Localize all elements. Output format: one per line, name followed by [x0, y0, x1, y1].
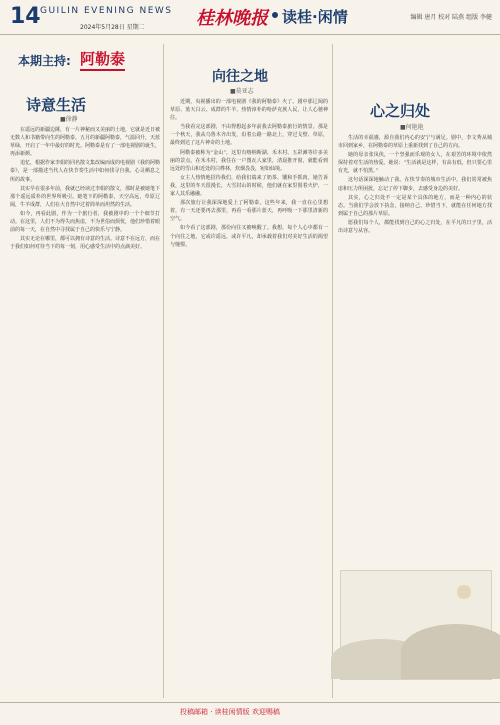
paragraph: 其实早在很多年前，我就已经读过李娟的散文，那时是被她笔下那个遥远质朴的世界所吸引。她笔下的阿勒泰，天空高远，草原辽阔，牛羊成群，人们在大自然中过着简单而坦然的生活。: [10, 185, 160, 208]
article-body: [338, 134, 492, 564]
issue-date: 2024年5月28日 星期二: [80, 24, 145, 31]
section-title: 读桂·闲情: [282, 8, 348, 26]
paragraph: 其实，心之归处不一定是某个具体的地方，而是一种内心的状态。当我们学会放下执念，接纳自己，珍惜当下，就能在任何地方找到属于自己的那片草原。: [338, 194, 492, 217]
paragraph: 当我看完这部剧，不由得想起多年前我去阿勒泰旅行的情景。那是一个秋天，我从乌鲁木齐出发，沿着公路一路北上，穿过戈壁、草原，最终到达了这片神奇的土地。: [170, 124, 328, 147]
article-byline: ■何艳艳: [400, 124, 424, 131]
paragraph: 这句话深深地触动了我。在快节奏的城市生活中，我们常常被焦虑和压力所困扰，忘记了停下脚步，去感受身边的美好。: [338, 177, 492, 192]
page-footer: [0, 702, 500, 725]
paragraph: 其实无论在哪里，都可以拥有诗意的生活。诗意不在远方，而在于我们如何对待当下的每一刻，用心感受生活中的点滴美好。: [10, 236, 160, 251]
page-header: [0, 0, 500, 35]
paragraph: 愿我们每个人，都能找到自己的心之归处，在平凡的日子里，活出诗意与从容。: [338, 219, 492, 235]
paper-name-en: GUILIN EVENING NEWS: [40, 6, 173, 16]
column-divider: [332, 44, 333, 698]
paragraph: 女主人热情地招待我们，给我们端来了奶茶、馕和手抓肉。她告诉我，这里的冬天很漫长，大雪封山的时候，他们就在家里围着火炉，一家人其乐融融。: [170, 174, 328, 198]
page-number: 14: [10, 4, 41, 29]
separator-dot-icon: [272, 12, 278, 18]
newspaper-logo: 桂林晚报: [196, 8, 268, 29]
paragraph: 生活的幸福感，源自我们内心的安宁与满足。剧中，李文秀从城市回到家乡，在阿勒泰的草原上重新找到了自己的方向。: [338, 135, 492, 150]
mountain-icon: [401, 624, 500, 679]
paragraph: 在遥远的新疆边陲，有一片神秘而又美丽的土地，它就是近日被无数人和书籍带向生的阿勒泰。五月的新疆阿勒泰，气温回升，天蓝草绿，开启了一年中最好的时光。阿勒泰是有了一部电视剧的诞生，再添新颜。: [10, 127, 160, 158]
column-divider: [163, 44, 164, 698]
paragraph: 近期，央视播出的一部电视剧《我的阿勒泰》火了。剧中那辽阔的草原、蓝天白云、成群的牛羊、热情淳朴的哈萨克族人民，让人心驰神往。: [170, 99, 328, 122]
article-body: [10, 126, 160, 696]
footer-text: 投稿邮箱 · 读桂闲情版 欢迎赐稿: [180, 708, 280, 716]
decorative-illustration: [340, 570, 492, 680]
paragraph: 追忆，根据作家李娟的同名散文集改编而成的电视剧《我的阿勒泰》，是一部描述当代人在快节奏生活中如何找寻自我、心灵栖息之所的故事。: [10, 160, 160, 183]
paragraph: 她的母亲张凤侠，一个坚强而乐观的女人，在艰苦的环境中依然保持着对生活的热爱。她说：“生活就是这样，有高有低，但只要心里有光，就不怕黑。”: [338, 152, 492, 175]
article-title: 向往之地: [212, 69, 268, 85]
article-byline: ■徐静: [60, 116, 78, 123]
editor-credits: 编辑 唐月 校对 陆燕 组版 李健: [410, 14, 492, 21]
paragraph: 那次旅行让我深深地爱上了阿勒泰。这些年来，我一直在心里想着，有一天还要再去那里，再看一看那片蓝天，再呼吸一下那里清新的空气。: [170, 200, 328, 223]
article-body: [170, 98, 328, 698]
column-editor-label: 本期主持:: [18, 54, 71, 68]
article-title: 诗意生活: [26, 96, 87, 114]
paragraph: 阿勒泰被称为“金山”，这里有喀纳斯湖、禾木村、五彩滩等许多美丽的景点。在禾木村，我住在一户图瓦人家里，清晨推开窗，就能看到远处的雪山和近处的白桦林，炊烟袅袅，宛如仙境。: [170, 149, 328, 172]
column-editor-name: 阿勒泰: [80, 48, 125, 71]
paragraph: 如今，再看此剧，作为一个旅行者，我被剧中的一个个细节打动。在这里，人们不为得失而焦虑，不为世俗而烦忧，他们珍惜着眼前的每一天，在自然中寻找属于自己的快乐与宁静。: [10, 210, 160, 234]
sun-icon: [457, 585, 471, 599]
paragraph: 如今看了这部剧，那份向往又被唤醒了。我想，每个人心中都有一个向往之地，它或许遥远，或许平凡，却承载着我们对美好生活的渴望与憧憬。: [170, 225, 328, 248]
article-byline: ■莫亚志: [230, 88, 254, 95]
article-title: 心之归处: [370, 102, 431, 120]
